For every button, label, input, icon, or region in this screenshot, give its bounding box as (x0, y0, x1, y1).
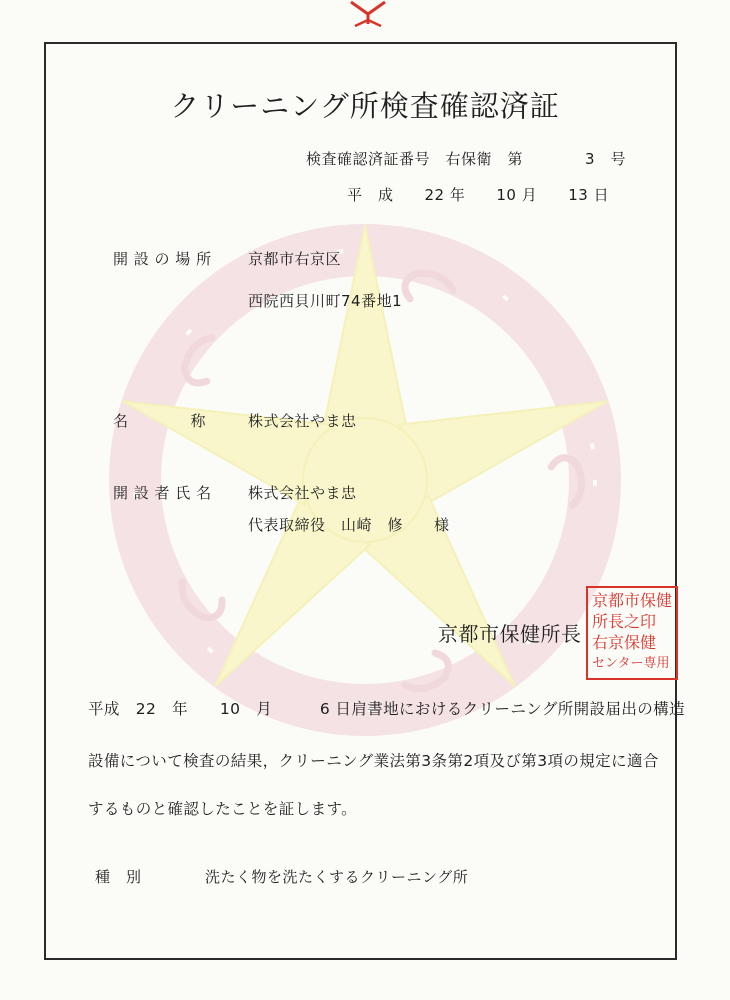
location-address: 西院西貝川町74番地1 (248, 292, 403, 310)
seal-line: 右京保健 (592, 633, 657, 652)
name-value: 株式会社やま忠 (248, 412, 357, 430)
operator-label: 開 設 者 氏 名 (113, 484, 212, 502)
type-value: 洗たく物を洗たくするクリーニング所 (205, 868, 469, 886)
top-red-mark (345, 0, 391, 28)
type-label: 種 別 (95, 868, 142, 886)
seal-line: 京都市保健 (592, 591, 673, 610)
certificate-number: 検査確認済証番号 右保衛 第 3 号 (306, 150, 627, 168)
certificate-title: クリーニング所検査確認済証 (170, 89, 560, 123)
name-label: 名 称 (113, 412, 207, 430)
operator-company: 株式会社やま忠 (248, 484, 357, 502)
body-text-line-3: するものと確認したことを証します。 (88, 800, 358, 818)
seal-line: センター専用 (592, 656, 670, 671)
body-text-line-2: 設備について検査の結果，クリーニング業法第3条第2項及び第3項の規定に適合 (88, 752, 659, 770)
operator-representative: 代表取締役 山崎 修 様 (248, 516, 450, 534)
location-label: 開 設 の 場 所 (113, 250, 212, 268)
location-city: 京都市右京区 (248, 250, 342, 268)
issuer-title: 京都市保健所長 (438, 622, 582, 646)
official-seal (586, 586, 678, 680)
issue-date: 平 成 22 年 10 月 13 日 (347, 186, 610, 204)
seal-line: 所長之印 (592, 612, 657, 631)
body-text-line-1: 平成 22 年 10 月 6 日肩書地におけるクリーニング所開設届出の構造 (88, 700, 685, 718)
